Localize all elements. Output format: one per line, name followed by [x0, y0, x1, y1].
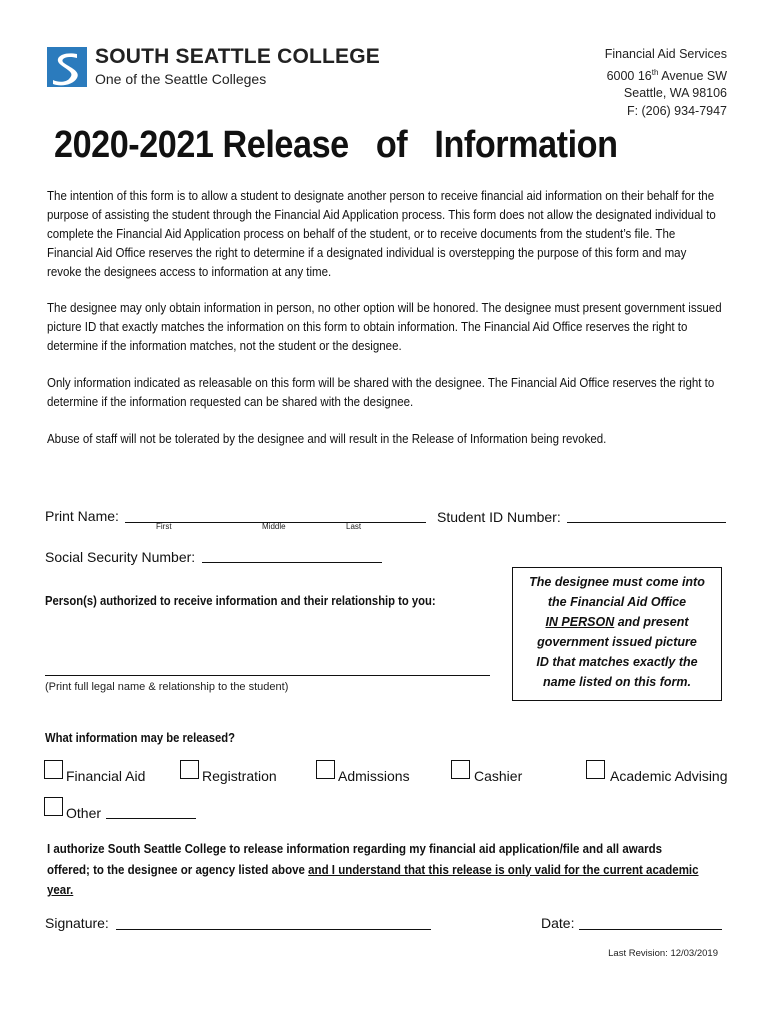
academic-advising-option-label: Academic Advising [610, 768, 728, 784]
financial-aid-checkbox[interactable] [44, 760, 63, 779]
admissions-option-label: Admissions [338, 768, 410, 784]
authorized-persons-hint: (Print full legal name & relationship to the student) [45, 681, 289, 693]
registration-option-label: Registration [202, 768, 277, 784]
last-revision: Last Revision: 12/03/2019 [608, 948, 718, 959]
college-name: SOUTH SEATTLE COLLEGE [95, 45, 380, 68]
other-input-line[interactable] [106, 818, 196, 819]
address-street: 6000 16th Avenue SW [606, 67, 727, 83]
signature-input-line[interactable] [116, 929, 431, 930]
middle-name-caption: Middle [262, 522, 286, 531]
college-tagline: One of the Seattle Colleges [95, 71, 267, 87]
last-name-caption: Last [346, 522, 362, 531]
signature-label: Signature: [45, 915, 109, 931]
ssn-label: Social Security Number: [45, 549, 196, 565]
in-person-paragraph: The designee may only obtain information in person, no other option will be honored. The designee must present government issued picture ID that exactly matches the information on this form to obtain information. The Financial Aid Office reserves the right to determine if the information matches, not the student or the designee. [47, 300, 722, 353]
address-department: Financial Aid Services [604, 47, 727, 61]
print-name-label: Print Name: [45, 508, 119, 524]
cashier-checkbox[interactable] [451, 760, 470, 779]
admissions-checkbox[interactable] [316, 760, 335, 779]
authorized-persons-input-line[interactable] [45, 675, 490, 676]
office-address [605, 46, 727, 120]
address-fax: F: (206) 934-7947 [626, 103, 727, 118]
first-name-caption: First [156, 522, 172, 531]
abuse-paragraph: Abuse of staff will not be tolerated by the designee and will result in the Release of Information being revoked. [47, 431, 607, 446]
address-city: Seattle, WA 98106 [623, 86, 727, 101]
intention-paragraph: The intention of this form is to allow a student to designate another person to receive financial aid information on their behalf for the purpose of assisting the student through the Financial Aid Application process. This form does not allow the designated individual to complete the Financial Aid Application process on behalf of the student, or to receive documents from the student’s file. The Financial Aid Office reserves the right to determine if a designated individual is overstepping the purpose of this form and may revoke the designees access to information at any time. [47, 188, 716, 279]
authorized-persons-label: Person(s) authorized to receive information and their relationship to you: [45, 594, 436, 608]
other-option-label: Other [66, 805, 102, 821]
page-title: 2020-2021 Release of Information [54, 124, 618, 166]
date-input-line[interactable] [579, 929, 722, 930]
college-logo [47, 47, 87, 87]
authorization-statement: I authorize South Seattle College to release information regarding my financial aid application/file and all awards offered; to the designee or agency listed above and I understand that this release is only valid for the current academic year. [47, 841, 699, 897]
college-s-logo-icon [47, 47, 87, 87]
student-id-label: Student ID Number: [437, 509, 561, 525]
registration-checkbox[interactable] [180, 760, 199, 779]
ssn-input-line[interactable] [202, 562, 382, 563]
student-id-input-line[interactable] [567, 522, 726, 523]
in-person-notice-box: The designee must come into the Financial Aid Office IN PERSON and present government issued picture ID that matches exactly the name listed on this form. [512, 567, 722, 701]
other-checkbox[interactable] [44, 797, 63, 816]
academic-advising-checkbox[interactable] [586, 760, 605, 779]
cashier-option-label: Cashier [474, 768, 523, 784]
financial-aid-option-label: Financial Aid [66, 768, 146, 784]
date-label: Date: [541, 915, 575, 931]
releasable-paragraph: Only information indicated as releasable on this form will be shared with the designee. The Financial Aid Office reserves the right to determine if the information requested can be shared with the designee. [47, 375, 715, 409]
release-question: What information may be released? [45, 731, 236, 745]
